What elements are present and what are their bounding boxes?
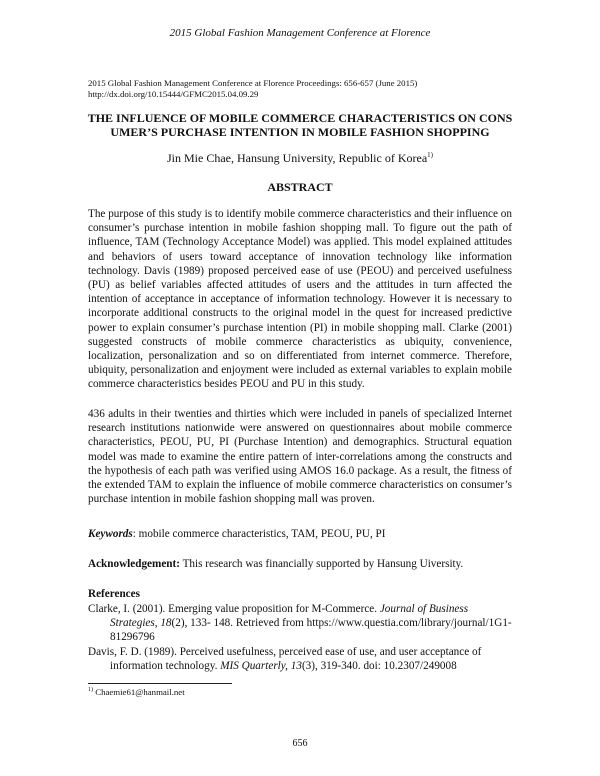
title-line-1: THE INFLUENCE OF MOBILE COMMERCE CHARACTERISTICS ON CONS xyxy=(87,111,513,125)
acknowledgement-label: Acknowledgement: xyxy=(88,558,180,570)
paper-title xyxy=(80,111,520,139)
references-heading: References xyxy=(88,588,140,600)
running-header: 2015 Global Fashion Management Conference at Florence xyxy=(169,27,431,39)
footnote-mark: 1) xyxy=(88,687,93,694)
title-line-2: UMER’S PURCHASE INTENTION IN MOBILE FASHION SHOPPING xyxy=(110,125,490,139)
reference-journal: Journal of Business Strategies, 18 xyxy=(110,603,469,630)
abstract-paragraph-1: The purpose of this study is to identify mobile commerce characteristics and their influence on consumer’s purchase intention in mobile fashion shopping mall. To figure out the path of influence, TAM (Technology Acceptance Model) was applied. This model explained attitudes and behaviors of users toward acceptance of innovation technology like information technology. Davis (1989) proposed perceived ease of use (PEOU) and perceived usefulness (PU) as belief variables affected attitudes of users and the attitudes in turn affected the intention of acceptance in acceptance of information technology. However it is necessary to incorporate additional constructs to the original model in the quest for increased predictive power to explain consumer’s purchase intention (PI) in mobile shopping mall. Clarke (2001) suggested constructs of mobile commerce characteristics as ubiquity, convenience, localization, personalization and so on differentiated from internet commerce. Therefore, ubiquity, personalization and enjoyment were included as external variables to explain mobile commerce characteristics besides PEOU and PU in this study. xyxy=(88,208,512,391)
acknowledgement-line xyxy=(88,558,518,570)
author-name: Jin Mie Chae, Hansung University, Republic of Korea xyxy=(166,151,428,165)
footnote xyxy=(88,687,185,697)
keywords-text: : mobile commerce characteristics, TAM, PEOU, PU, PI xyxy=(132,528,386,540)
reference-entry xyxy=(88,645,514,673)
author-line xyxy=(0,151,600,166)
abstract-heading: ABSTRACT xyxy=(267,180,333,194)
footnote-email[interactable]: Chaemie61@hanmail.net xyxy=(93,687,185,697)
abstract-paragraph-2: 436 adults in their twenties and thirties which were included in panels of specialized Internet research institutions nationwide were answered on questionnaires about mobile commerce characteristics, PEOU, PU, PI (Purchase Intention) and demographics. Structural equation model was made to examine the entire pattern of inter-correlations among the constructs and the hypothesis of each path was verified using AMOS 16.0 package. As a result, the fitness of the extended TAM to explain the influence of mobile commerce characteristics on consumer’s purchase intention in mobile fashion shopping mall was proven. xyxy=(88,408,512,506)
reference-text: (3), 319-340. doi: 10.2307/249008 xyxy=(301,659,457,672)
keywords-line xyxy=(88,528,518,540)
keywords-label: Keywords xyxy=(88,528,133,540)
author-footnote-mark: 1) xyxy=(427,151,433,159)
doi-line[interactable]: http://dx.doi.org/10.15444/GFMC2015.04.09.29 xyxy=(88,89,259,99)
references-list xyxy=(88,602,514,673)
reference-text: Clarke, I. (2001). Emerging value proposition for M-Commerce. xyxy=(88,603,380,615)
reference-text: Davis, F. D. (1989). Perceived usefulness, perceived ease of use, and user acceptance of information technology. xyxy=(88,645,482,672)
reference-journal: MIS Quarterly, 13 xyxy=(220,659,302,672)
acknowledgement-text: This research was financially supported by Hansung Uiversity. xyxy=(179,558,464,570)
page-number: 656 xyxy=(292,738,308,749)
proceedings-line: 2015 Global Fashion Management Conference at Florence Proceedings: 656-657 (June 2015) xyxy=(88,78,418,88)
proceedings-info xyxy=(88,78,528,100)
footnote-divider xyxy=(88,683,232,684)
reference-text: (2), 133- 148. Retrieved from https://www.questia.com/library/journal/1G1-81296796 xyxy=(110,617,512,644)
reference-entry xyxy=(88,602,514,645)
